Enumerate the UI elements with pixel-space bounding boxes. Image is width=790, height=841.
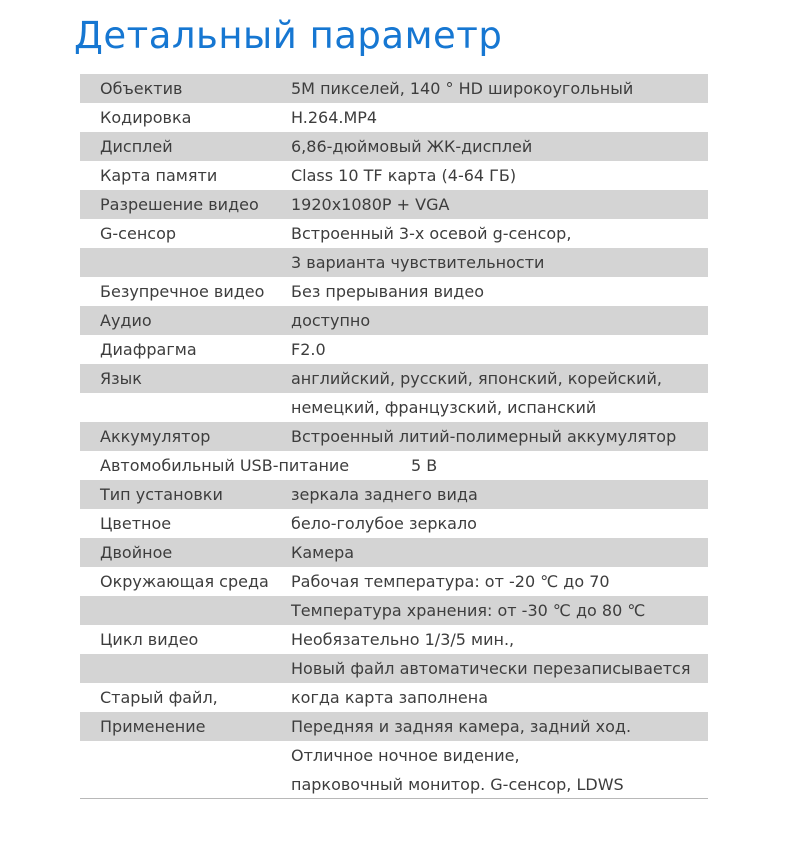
spec-label: Автомобильный USB-питание xyxy=(100,456,350,475)
spec-label: Дисплей xyxy=(100,137,173,156)
spec-value: английский, русский, японский, корейский, xyxy=(291,369,662,388)
spec-label: Карта памяти xyxy=(100,166,218,185)
spec-value: Камера xyxy=(291,543,355,562)
spec-value: H.264.MP4 xyxy=(291,108,378,127)
spec-row xyxy=(80,596,708,625)
spec-row xyxy=(80,654,708,683)
spec-value: Отличное ночное видение, xyxy=(291,746,520,765)
spec-value: когда карта заполнена xyxy=(291,688,489,707)
spec-label: Диафрагма xyxy=(100,340,197,359)
spec-label: Объектив xyxy=(100,79,183,98)
spec-label: Цветное xyxy=(100,514,172,533)
spec-row xyxy=(80,190,708,219)
spec-row xyxy=(80,538,708,567)
spec-row xyxy=(80,712,708,741)
spec-row xyxy=(80,480,708,509)
spec-value: Class 10 TF карта (4-64 ГБ) xyxy=(291,166,517,185)
spec-value: Встроенный литий-полимерный аккумулятор xyxy=(291,427,677,446)
spec-row xyxy=(80,770,708,799)
spec-value: 5 В xyxy=(411,456,438,475)
spec-value: F2.0 xyxy=(291,340,326,359)
spec-label: Разрешение видео xyxy=(100,195,259,214)
spec-label: Аккумулятор xyxy=(100,427,211,446)
spec-label: Безупречное видео xyxy=(100,282,265,301)
spec-value: Встроенный 3-х осевой g-сенсор, xyxy=(291,224,572,243)
spec-value: 1920x1080P + VGA xyxy=(291,195,450,214)
spec-row xyxy=(80,451,708,480)
spec-label: Цикл видео xyxy=(100,630,199,649)
spec-label: Окружающая среда xyxy=(100,572,269,591)
spec-label: Старый файл, xyxy=(100,688,218,707)
spec-row xyxy=(80,364,708,393)
spec-row xyxy=(80,161,708,190)
spec-label: G-сенсор xyxy=(100,224,177,243)
spec-row xyxy=(80,393,708,422)
spec-value: 6,86-дюймовый ЖК-дисплей xyxy=(291,137,533,156)
spec-row xyxy=(80,683,708,712)
spec-value: Передняя и задняя камера, задний ход. xyxy=(291,717,632,736)
spec-row xyxy=(80,625,708,654)
spec-value: зеркала заднего вида xyxy=(291,485,478,504)
spec-value: немецкий, французский, испанский xyxy=(291,398,597,417)
spec-value: Необязательно 1/3/5 мин., xyxy=(291,630,515,649)
spec-value: 5M пикселей, 140 ° HD широкоугольный xyxy=(291,79,634,98)
spec-row xyxy=(80,277,708,306)
spec-row xyxy=(80,103,708,132)
page-title: Детальный параметр xyxy=(74,14,503,57)
spec-row xyxy=(80,248,708,277)
spec-row xyxy=(80,509,708,538)
spec-value: 3 варианта чувствительности xyxy=(291,253,545,272)
spec-row xyxy=(80,741,708,770)
spec-value: бело-голубое зеркало xyxy=(291,514,477,533)
spec-row xyxy=(80,422,708,451)
spec-row xyxy=(80,335,708,364)
spec-row xyxy=(80,219,708,248)
spec-label: Тип установки xyxy=(100,485,223,504)
spec-label: Язык xyxy=(100,369,142,388)
spec-value: парковочный монитор. G-сенсор, LDWS xyxy=(291,775,624,794)
spec-value: Новый файл автоматически перезаписывается xyxy=(291,659,691,678)
spec-row xyxy=(80,74,708,103)
spec-value: Температура хранения: от -30 ℃ до 80 ℃ xyxy=(291,601,646,620)
spec-row xyxy=(80,567,708,596)
spec-value: Без прерывания видео xyxy=(291,282,484,301)
spec-table xyxy=(80,74,708,799)
spec-label: Применение xyxy=(100,717,206,736)
spec-row xyxy=(80,306,708,335)
spec-row xyxy=(80,132,708,161)
spec-label: Аудио xyxy=(100,311,152,330)
spec-label: Кодировка xyxy=(100,108,192,127)
spec-value: Рабочая температура: от -20 ℃ до 70 xyxy=(291,572,610,591)
spec-value: доступно xyxy=(291,311,371,330)
spec-label: Двойное xyxy=(100,543,173,562)
